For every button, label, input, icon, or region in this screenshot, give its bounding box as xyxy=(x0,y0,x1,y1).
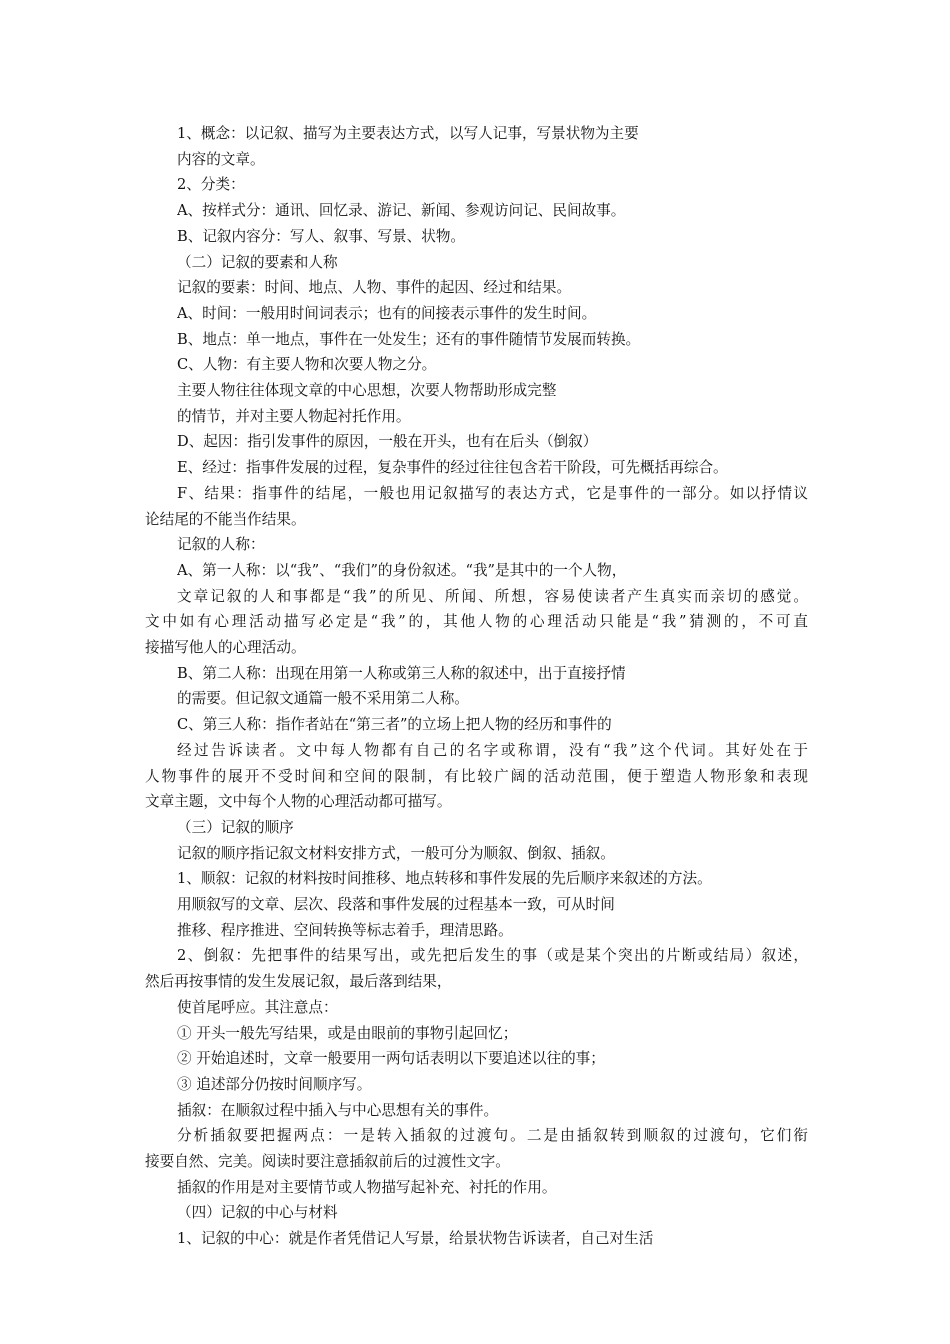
section-heading: （四）记叙的中心与材料 xyxy=(177,1204,338,1222)
text-line: 内容的文章。 xyxy=(177,150,265,168)
text-line: A、按样式分：通讯、回忆录、游记、新闻、参观访问记、民间故事。 xyxy=(177,202,626,220)
list-item: ② 开始追述时，文章一般要用一两句话表明以下要追述以往的事； xyxy=(177,1050,605,1068)
text-line: 记叙的要素：时间、地点、人物、事件的起因、经过和结果。 xyxy=(177,279,572,297)
text-line: F、结果：指事件的结尾，一般也用记叙描写的表达方式，它是事件的一部分。如以抒情议 xyxy=(177,484,808,502)
text-line: 的需要。但记叙文通篇一般不采用第二人称。 xyxy=(177,690,469,708)
text-line: B、地点：单一地点，事件在一处发生；还有的事件随情节发展而转换。 xyxy=(177,330,641,348)
text-line: 论结尾的不能当作结果。 xyxy=(145,510,306,528)
text-line: 用顺叙写的文章、层次、段落和事件发展的过程基本一致，可从时间 xyxy=(177,896,615,913)
text-line: 2、倒叙：先把事件的结果写出，或先把后发生的事（或是某个突出的片断或结局）叙述， xyxy=(177,947,808,965)
text-line: 1、概念：以记叙、描写为主要表达方式，以写人记事，写景状物为主要 xyxy=(177,125,639,142)
text-line: 使首尾呼应。其注意点： xyxy=(177,998,338,1016)
text-line: C、第三人称：指作者站在“第三者”的立场上把人物的经历和事件的 xyxy=(177,716,612,734)
text-line: B、记叙内容分：写人、叙事、写景、状物。 xyxy=(177,227,466,245)
text-line: 分析插叙要把握两点：一是转入插叙的过渡句。二是由插叙转到顺叙的过渡句，它们衔 xyxy=(177,1127,808,1145)
text-line: 主要人物往往体现文章的中心思想，次要人物帮助形成完整 xyxy=(177,382,557,399)
text-line: C、人物：有主要人物和次要人物之分。 xyxy=(177,356,437,374)
text-line: 插叙：在顺叙过程中插入与中心思想有关的事件。 xyxy=(177,1101,499,1119)
text-line: 文中如有心理活动描写必定是“我”的，其他人物的心理活动只能是“我”猜测的，不可直 xyxy=(145,613,808,631)
text-line: A、第一人称：以“我”、“我们”的身份叙述。“我”是其中的一个人物， xyxy=(177,561,627,579)
text-line: 人物事件的展开不受时间和空间的限制，有比较广阔的活动范围，便于塑造人物形象和表现 xyxy=(145,767,808,785)
section-heading: （三）记叙的顺序 xyxy=(177,818,294,836)
text-line: 经过告诉读者。文中每人物都有自己的名字或称谓，没有“我”这个代词。其好处在于 xyxy=(177,741,808,759)
text-line: 推移、程序推进、空间转换等标志着手，理清思路。 xyxy=(177,921,513,939)
text-line: 文章记叙的人和事都是“我”的所见、所闻、所想，容易使读者产生真实而亲切的感觉。 xyxy=(177,587,808,605)
text-line: 接描写他人的心理活动。 xyxy=(145,639,306,656)
text-line: D、起因：指引发事件的原因，一般在开头，也有在后头（倒叙） xyxy=(177,433,598,451)
text-line: 记叙的顺序指记叙文材料安排方式，一般可分为顺叙、倒叙、插叙。 xyxy=(177,844,615,862)
text-line: 1、记叙的中心：就是作者凭借记人写景，给景状物告诉读者，自己对生活 xyxy=(177,1230,654,1248)
text-line: A、时间：一般用时间词表示；也有的间接表示事件的发生时间。 xyxy=(177,304,597,322)
section-heading: （二）记叙的要素和人称 xyxy=(177,253,338,271)
text-line: B、第二人称：出现在用第一人称或第三人称的叙述中，出于直接抒情 xyxy=(177,664,626,682)
list-item: ① 开头一般先写结果，或是由眼前的事物引起回忆； xyxy=(177,1024,518,1042)
text-line: 接要自然、完美。阅读时要注意插叙前后的过渡性文字。 xyxy=(145,1153,510,1170)
text-line: 然后再按事情的发生发展记叙，最后落到结果， xyxy=(145,973,452,991)
text-line: 的情节，并对主要人物起衬托作用。 xyxy=(177,407,411,425)
list-item: ③ 追述部分仍按时间顺序写。 xyxy=(177,1075,372,1093)
text-line: 2、分类： xyxy=(177,176,245,194)
text-line: 记叙的人称： xyxy=(177,536,265,554)
text-line: 插叙的作用是对主要情节或人物描写起补充、衬托的作用。 xyxy=(177,1178,557,1196)
text-line: E、经过：指事件发展的过程，复杂事件的经过往往包含若干阶段，可先概括再综合。 xyxy=(177,459,728,477)
text-line: 文章主题，文中每个人物的心理活动都可描写。 xyxy=(145,793,452,811)
text-line: 1、顺叙：记叙的材料按时间推移、地点转移和事件发展的先后顺序来叙述的方法。 xyxy=(177,870,712,888)
